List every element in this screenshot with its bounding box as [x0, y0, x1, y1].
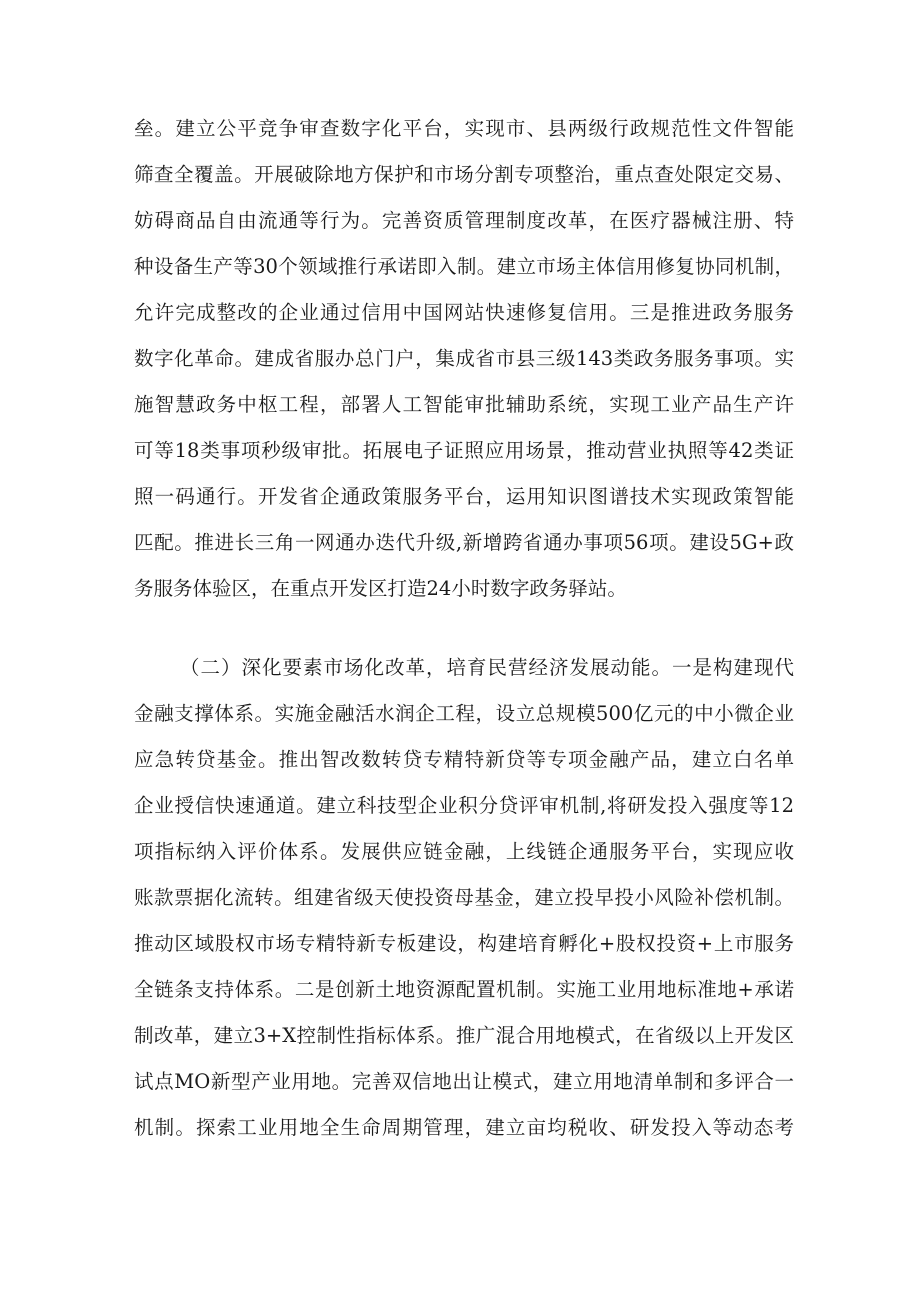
text-line: 金融支撑体系。实施金融活水润企工程，设立总规模500亿元的中小微企业 [134, 702, 794, 725]
text-line: 试点MO新型产业用地。完善双信地出让模式，建立用地清单制和多评合一 [134, 1070, 794, 1093]
text-line: 筛查全覆盖。开展破除地方保护和市场分割专项整治，重点查处限定交易、 [134, 163, 794, 186]
text-line: 制改革，建立3+X控制性指标体系。推广混合用地模式，在省级以上开发区 [134, 1024, 794, 1047]
text-line: 项指标纳入评价体系。发展供应链金融，上线链企通服务平台，实现应收 [134, 840, 794, 863]
text-line: 匹配。推进长三角一网通办迭代升级,新增跨省通办事项56项。建设5G+政 [134, 531, 794, 554]
text-line: 数字化革命。建成省服办总门户，集成省市县三级143类政务服务事项。实 [134, 347, 794, 370]
text-line: 施智慧政务中枢工程，部署人工智能审批辅助系统，实现工业产品生产许 [134, 393, 794, 416]
text-line: （二）深化要素市场化改革，培育民营经济发展动能。一是构建现代 [180, 656, 794, 679]
text-line: 账款票据化流转。组建省级天使投资母基金，建立投早投小风险补偿机制。 [134, 886, 794, 909]
text-line: 务服务体验区，在重点开发区打造24小时数字政务驿站。 [134, 577, 627, 600]
text-line: 应急转贷基金。推出智改数转贷专精特新贷等专项金融产品，建立白名单 [134, 748, 794, 771]
text-line: 允许完成整改的企业通过信用中国网站快速修复信用。三是推进政务服务 [134, 301, 794, 324]
text-line: 推动区域股权市场专精特新专板建设，构建培育孵化+股权投资+上市服务 [134, 932, 794, 955]
text-line: 机制。探索工业用地全生命周期管理，建立亩均税收、研发投入等动态考 [134, 1116, 794, 1139]
text-line: 全链条支持体系。二是创新土地资源配置机制。实施工业用地标准地+承诺 [134, 978, 794, 1001]
text-line: 垒。建立公平竞争审查数字化平台，实现市、县两级行政规范性文件智能 [134, 117, 794, 140]
text-line: 照一码通行。开发省企通政策服务平台，运用知识图谱技术实现政策智能 [134, 485, 794, 508]
text-line: 妨碍商品自由流通等行为。完善资质管理制度改革，在医疗器械注册、特 [134, 209, 794, 232]
text-line: 种设备生产等30个领域推行承诺即入制。建立市场主体信用修复协同机制， [134, 255, 794, 278]
text-line: 企业授信快速通道。建立科技型企业积分贷评审机制,将研发投入强度等12 [134, 794, 794, 817]
text-line: 可等18类事项秒级审批。拓展电子证照应用场景，推动营业执照等42类证 [134, 439, 794, 462]
